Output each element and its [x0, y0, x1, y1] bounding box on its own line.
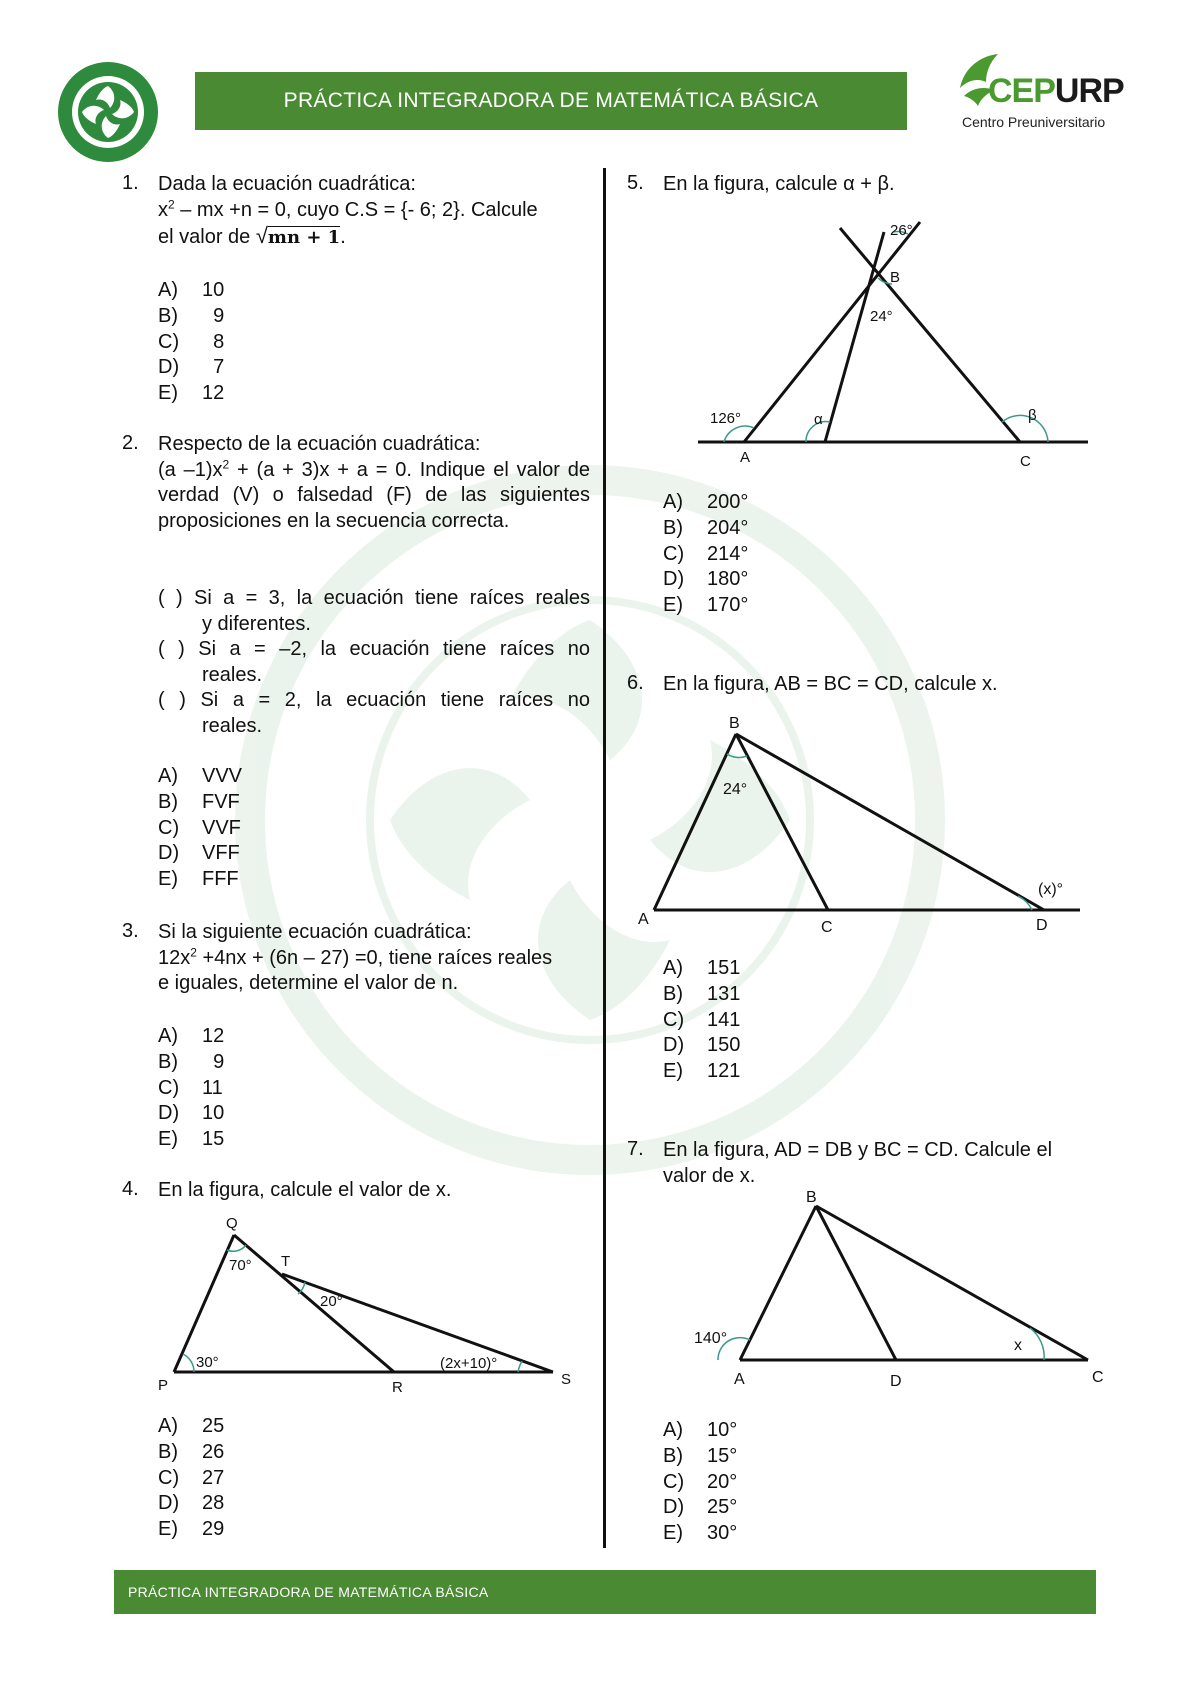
- q6-label-b: B: [729, 715, 740, 732]
- q7-line2: valor de x.: [663, 1164, 756, 1187]
- q4-arc-s: [518, 1361, 522, 1372]
- q4-label-q: Q: [226, 1215, 238, 1232]
- q2-body-b: + (a + 3)x + a = 0. Indique el valor de verdad (V) o falsedad (F) de las siguientes proposiciones en la secuencia correcta.: [158, 458, 591, 532]
- option-value: 25: [202, 1415, 225, 1437]
- answer-option: [663, 1033, 740, 1059]
- option-value: 15: [202, 1128, 225, 1151]
- q2-sup: 2: [222, 456, 230, 471]
- option-letter: C): [158, 1466, 180, 1489]
- q7-label-a: A: [734, 1371, 745, 1388]
- q5-label-c: C: [1020, 453, 1031, 470]
- option-letter: E): [663, 1522, 683, 1545]
- option-letter: B): [158, 1050, 178, 1073]
- q4-angle-30: 30°: [196, 1354, 219, 1371]
- option-letter: A): [158, 1415, 178, 1437]
- q4-line-pq: [174, 1235, 234, 1372]
- option-letter: E): [158, 1518, 178, 1541]
- q1-statement: [158, 172, 590, 251]
- q2-propositions: [158, 586, 590, 739]
- q5-line-transversal: [825, 232, 884, 442]
- option-letter: B): [158, 790, 178, 813]
- answer-option: [663, 1521, 737, 1547]
- q5-line-bc: [840, 228, 1020, 442]
- option-letter: D): [158, 1492, 180, 1515]
- answer-option: [663, 593, 748, 619]
- q4-arc-p: [183, 1354, 194, 1372]
- option-value: 25°: [707, 1496, 738, 1519]
- option-value: 200°: [707, 491, 749, 513]
- q4-number: 4.: [122, 1178, 139, 1200]
- q1-line3b: .: [340, 226, 346, 248]
- option-letter: A): [663, 957, 683, 979]
- option-value: 12: [202, 1025, 225, 1047]
- university-logo: [56, 60, 160, 164]
- q6-label-c: C: [821, 919, 833, 936]
- answer-option: [158, 381, 224, 407]
- q6-angle-x: (x)°: [1038, 881, 1064, 898]
- option-value: 28: [202, 1492, 225, 1515]
- option-value: 20°: [707, 1470, 738, 1493]
- option-letter: A): [158, 279, 178, 301]
- answer-option: [158, 330, 224, 356]
- answer-option: [663, 542, 748, 568]
- option-letter: E): [158, 868, 178, 891]
- q6-arc-24: [727, 754, 747, 758]
- option-value: FFF: [202, 868, 239, 891]
- q2-line1: Respecto de la ecuación cuadrática:: [158, 433, 481, 455]
- q7-angle-140: 140°: [694, 1330, 728, 1347]
- answer-option: [663, 516, 748, 542]
- q7-figure: [680, 1189, 1104, 1400]
- answer-option: [663, 490, 748, 516]
- q7-line-ab: [740, 1206, 816, 1360]
- q1-sup: 2: [168, 196, 175, 211]
- answer-option: [663, 1008, 740, 1034]
- q1-line2: [158, 198, 590, 224]
- option-letter: C): [158, 330, 180, 353]
- q1-options: [158, 278, 224, 407]
- answer-option: [158, 1440, 224, 1466]
- option-letter: B): [663, 982, 683, 1005]
- q1-number: 1.: [122, 172, 139, 194]
- answer-option: [663, 1444, 737, 1470]
- answer-option: [158, 1127, 224, 1153]
- option-letter: C): [158, 1076, 180, 1099]
- option-value: 12: [202, 382, 225, 405]
- q7-label-c: C: [1092, 1369, 1104, 1386]
- q6-label-d: D: [1036, 917, 1048, 934]
- option-value: 10°: [707, 1419, 738, 1441]
- option-value: 204°: [707, 516, 749, 539]
- option-letter: A): [663, 491, 683, 513]
- q1-line3: [158, 223, 590, 251]
- q3-options: [158, 1024, 224, 1153]
- cepurp-brand: [988, 72, 1124, 111]
- option-value: 9: [202, 304, 225, 327]
- option-letter: E): [663, 594, 683, 617]
- option-value: 7: [202, 356, 225, 379]
- q5-angle-126: 126°: [710, 410, 742, 427]
- option-letter: B): [158, 1440, 178, 1463]
- option-value: 131: [707, 982, 741, 1005]
- q7-line1: En la figura, AD = DB y BC = CD. Calcule el: [663, 1139, 1053, 1161]
- q3-line1: Si la siguiente ecuación cuadrática:: [158, 921, 472, 943]
- answer-option: [663, 1495, 737, 1521]
- option-letter: A): [158, 765, 178, 787]
- sqrt-icon: √: [255, 223, 268, 248]
- q2-statement: [158, 432, 590, 534]
- option-letter: B): [663, 1444, 683, 1467]
- option-value: 27: [202, 1466, 225, 1489]
- q3-line2b: +4nx + (6n – 27) =0, tiene raíces reales: [196, 946, 553, 969]
- q3-line2: [158, 946, 590, 972]
- q3-line3: e iguales, determine el valor de n.: [158, 972, 459, 994]
- option-value: VVF: [202, 816, 241, 839]
- option-letter: D): [158, 842, 180, 865]
- q6-line-ab: [654, 734, 736, 910]
- q2-prop3-cont: reales.: [202, 714, 263, 737]
- q5-number: 5.: [627, 172, 644, 194]
- cepurp-subtitle: Centro Preuniversitario: [962, 114, 1106, 130]
- q6-angle-24: 24°: [723, 781, 748, 798]
- q5-angle-24: 24°: [870, 308, 893, 325]
- brand-urp: URP: [1054, 72, 1124, 110]
- q4-angle-70: 70°: [229, 1257, 252, 1274]
- q6-label-a: A: [638, 911, 649, 928]
- option-value: 170°: [707, 594, 749, 617]
- option-letter: E): [663, 1060, 683, 1083]
- q3-sup: 2: [190, 944, 197, 959]
- answer-option: [158, 841, 242, 867]
- q5-statement: En la figura, calcule α + β.: [663, 173, 895, 195]
- q3-number: 3.: [122, 920, 139, 942]
- brand-cep: CEP: [988, 72, 1055, 110]
- header-title-bar: [195, 72, 907, 130]
- answer-option: [158, 1101, 224, 1127]
- option-value: 10: [202, 279, 225, 301]
- q7-label-b: B: [806, 1189, 817, 1206]
- option-letter: A): [663, 1419, 683, 1441]
- answer-option: [158, 355, 224, 381]
- q7-number: 7.: [627, 1138, 644, 1160]
- q1-radicand: mn + 1: [267, 227, 341, 248]
- q4-label-s: S: [561, 1371, 572, 1388]
- option-letter: D): [158, 356, 180, 379]
- q5-options: [663, 490, 748, 619]
- q5-alpha: α: [814, 411, 823, 428]
- option-letter: B): [158, 304, 178, 327]
- option-value: 150: [707, 1034, 741, 1057]
- option-value: FVF: [202, 790, 240, 813]
- q4-label-p: P: [158, 1377, 169, 1394]
- q1-line1: Dada la ecuación cuadrática:: [158, 173, 416, 195]
- q4-options: [158, 1414, 224, 1543]
- q5-angle-26: 26°: [890, 222, 913, 239]
- option-value: 8: [202, 330, 225, 353]
- option-value: VFF: [202, 842, 240, 865]
- answer-option: [158, 1024, 224, 1050]
- q3-statement: [158, 920, 590, 997]
- option-value: 214°: [707, 542, 749, 565]
- q1-line2a: x: [158, 198, 168, 221]
- footer-bar: [114, 1570, 1096, 1614]
- q5-label-a: A: [740, 449, 751, 466]
- cepurp-logo: [950, 48, 1140, 138]
- option-letter: D): [663, 1034, 685, 1057]
- q2-prop1-cont: y diferentes.: [202, 612, 311, 635]
- q2-prop2-cont: reales.: [202, 663, 263, 686]
- q2-options: [158, 764, 242, 893]
- answer-option: [663, 1470, 737, 1496]
- q5-figure: [690, 212, 1100, 472]
- option-value: 10: [202, 1102, 225, 1125]
- option-letter: C): [663, 542, 685, 565]
- answer-option: [158, 790, 242, 816]
- header-title: PRÁCTICA INTEGRADORA DE MATEMÁTICA BÁSICA: [283, 89, 819, 112]
- answer-option: [663, 1418, 737, 1444]
- option-letter: C): [663, 1008, 685, 1031]
- option-letter: B): [663, 516, 683, 539]
- q6-options: [663, 956, 740, 1085]
- answer-option: [663, 982, 740, 1008]
- q6-statement: En la figura, AB = BC = CD, calcule x.: [663, 673, 998, 695]
- answer-option: [158, 1050, 224, 1076]
- answer-option: [158, 867, 242, 893]
- q7-x: x: [1014, 1337, 1022, 1354]
- answer-option: [158, 304, 224, 330]
- q7-label-d: D: [890, 1373, 902, 1390]
- option-value: VVV: [202, 765, 243, 787]
- q5-label-b: B: [890, 269, 901, 286]
- q4-angle-x: (2x+10)°: [440, 1355, 498, 1372]
- q2-body: [158, 458, 590, 535]
- option-letter: E): [158, 1128, 178, 1151]
- q6-number: 6.: [627, 672, 644, 694]
- answer-option: [158, 1076, 224, 1102]
- answer-option: [663, 956, 740, 982]
- q6-figure: [630, 710, 1090, 940]
- q2-prop3: ( ) Si a = 2, la ecuación tiene raíces no: [158, 689, 590, 711]
- q7-options: [663, 1418, 737, 1547]
- answer-option: [158, 1466, 224, 1492]
- answer-option: [158, 764, 242, 790]
- answer-option: [663, 567, 748, 593]
- answer-option: [158, 1491, 224, 1517]
- q4-line-ts: [282, 1274, 553, 1372]
- q3-line2a: 12x: [158, 946, 191, 969]
- q4-line-qr: [234, 1235, 394, 1372]
- q1-line3a: el valor de: [158, 226, 256, 248]
- option-value: 151: [707, 957, 741, 979]
- option-value: 30°: [707, 1522, 738, 1545]
- answer-option: [158, 278, 224, 304]
- q2-number: 2.: [122, 432, 139, 454]
- q4-angle-20: 20°: [320, 1293, 343, 1310]
- option-letter: A): [158, 1025, 178, 1047]
- q1-line2b: – mx +n = 0, cuyo C.S = {- 6; 2}. Calcule: [174, 198, 538, 221]
- footer-text: PRÁCTICA INTEGRADORA DE MATEMÁTICA BÁSICA: [128, 1584, 489, 1600]
- q4-figure: [150, 1212, 590, 1396]
- column-divider: [603, 168, 606, 1548]
- option-letter: D): [663, 568, 685, 591]
- answer-option: [158, 816, 242, 842]
- q2-prop1: ( ) Si a = 3, la ecuación tiene raíces reales: [158, 587, 590, 609]
- answer-option: [663, 1059, 740, 1085]
- option-value: 9: [202, 1050, 225, 1073]
- option-value: 121: [707, 1060, 741, 1083]
- option-letter: C): [158, 816, 180, 839]
- option-value: 141: [707, 1008, 741, 1031]
- q2-prop2: ( ) Si a = –2, la ecuación tiene raíces no: [158, 638, 590, 660]
- option-value: 15°: [707, 1444, 738, 1467]
- option-value: 11: [202, 1076, 223, 1099]
- q2-body-a: (a –1)x: [158, 458, 223, 481]
- q4-statement: En la figura, calcule el valor de x.: [158, 1179, 452, 1201]
- option-value: 29: [202, 1518, 225, 1541]
- option-value: 26: [202, 1440, 225, 1463]
- option-letter: C): [663, 1470, 685, 1493]
- option-value: 180°: [707, 568, 749, 591]
- q5-line-ab: [744, 222, 920, 442]
- option-letter: D): [158, 1102, 180, 1125]
- q7-statement: [663, 1138, 1099, 1189]
- answer-option: [158, 1414, 224, 1440]
- q5-beta: β: [1028, 407, 1037, 424]
- option-letter: D): [663, 1496, 685, 1519]
- option-letter: E): [158, 382, 178, 405]
- q4-label-r: R: [392, 1379, 403, 1396]
- answer-option: [158, 1517, 224, 1543]
- q4-label-t: T: [281, 1253, 291, 1270]
